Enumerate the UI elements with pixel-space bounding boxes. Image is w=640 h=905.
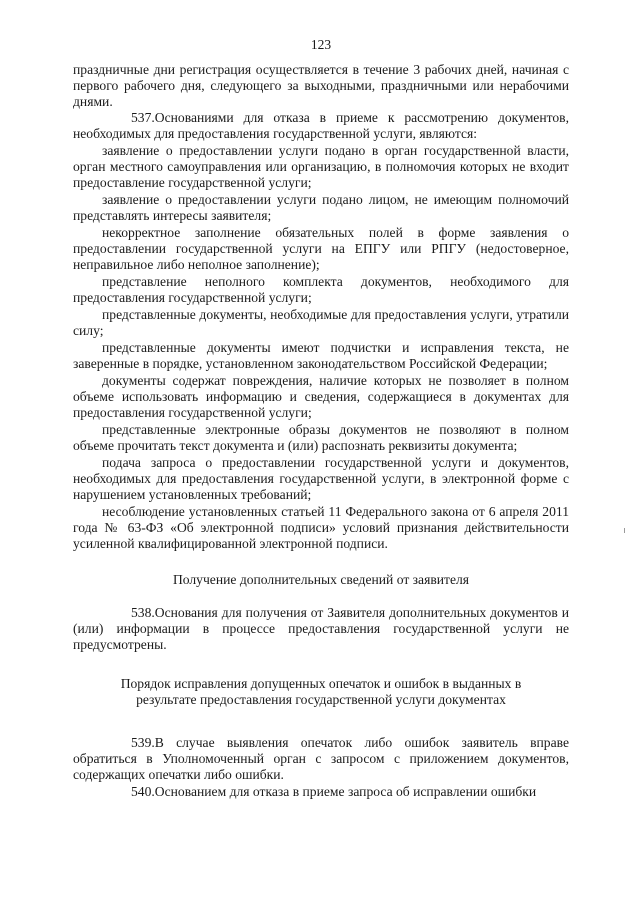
list-item: представление неполного комплекта документов, необходимого для предоставления государственной услуги;	[73, 274, 569, 305]
section-text-540: Основанием для отказа в приеме запроса об исправлении ошибки	[154, 784, 537, 799]
list-item: подача запроса о предоставлении государственной услуги и документов, необходимых для предоставления государственной услуги, в электронной форме с нарушением установленных требований;	[73, 455, 569, 502]
section-number-539: 539.	[131, 735, 155, 750]
list-item: документы содержат повреждения, наличие которых не позволяет в полном объеме использовать информацию и сведения, содержащиеся в документах для предоставления государственной услуги;	[73, 373, 569, 420]
list-item: несоблюдение установленных статьей 11 Федерального закона от 6 апреля 2011 года № 63-ФЗ «Об электронной подписи» условий признания действительности усиленной квалифицированной электронной подписи.	[73, 504, 569, 551]
scan-mark	[624, 528, 625, 533]
section-number-537: 537.	[131, 110, 155, 125]
paragraph-537	[73, 110, 569, 142]
paragraph-538	[73, 605, 569, 653]
spacer	[73, 708, 569, 735]
list-item: представленные документы имеют подчистки и исправления текста, не заверенные в порядке, установленном законодательством Российской Федерации;	[73, 340, 569, 371]
paragraph-intro-continuation: праздничные дни регистрация осуществляется в течение 3 рабочих дней, начиная с первого рабочего дня, следующего за выходными, праздничными или нерабочими днями.	[73, 62, 569, 109]
spacer	[73, 653, 569, 676]
heading-line: Порядок исправления допущенных опечаток и ошибок в выданных в	[120, 676, 522, 691]
section-heading-additional-info: Получение дополнительных сведений от заявителя	[172, 572, 470, 587]
list-item: представленные электронные образы документов не позволяют в полном объеме прочитать текст документа и (или) распознать реквизиты документа;	[73, 422, 569, 453]
section-text-537: Основаниями для отказа в приеме к рассмотрению документов, необходимых для предоставления государственной услуги, являются:	[73, 110, 569, 141]
list-item: заявление о предоставлении услуги подано лицом, не имеющим полномочий представлять интересы заявителя;	[73, 192, 569, 223]
list-item: некорректное заполнение обязательных полей в форме заявления о предоставлении государственной услуги на ЕПГУ или РПГУ (недостоверное, неправильное либо неполное заполнение);	[73, 225, 569, 272]
page-number: 123	[310, 37, 332, 52]
section-text-538: Основания для получения от Заявителя дополнительных документов и (или) информации в процессе предоставления государственной услуги не предусмотрены.	[73, 605, 569, 652]
list-item: представленные документы, необходимые для предоставления услуги, утратили силу;	[73, 307, 569, 338]
section-text-539: В случае выявления опечаток либо ошибок заявитель вправе обратиться в Уполномоченный орган с запросом с приложением документов, содержащих опечатки либо ошибки.	[73, 735, 569, 782]
spacer	[73, 552, 569, 572]
document-body	[73, 62, 569, 800]
spacer	[73, 588, 569, 605]
paragraph-540	[73, 784, 569, 800]
section-number-538: 538.	[131, 605, 155, 620]
list-item: заявление о предоставлении услуги подано в орган государственной власти, орган местного самоуправления или организацию, в полномочия которых не входит предоставление государственной услуги;	[73, 143, 569, 190]
section-heading-corrections	[73, 676, 569, 708]
paragraph-539	[73, 735, 569, 783]
heading-line: результате предоставления государственной услуги документах	[136, 692, 506, 707]
section-number-540: 540.	[131, 784, 155, 799]
